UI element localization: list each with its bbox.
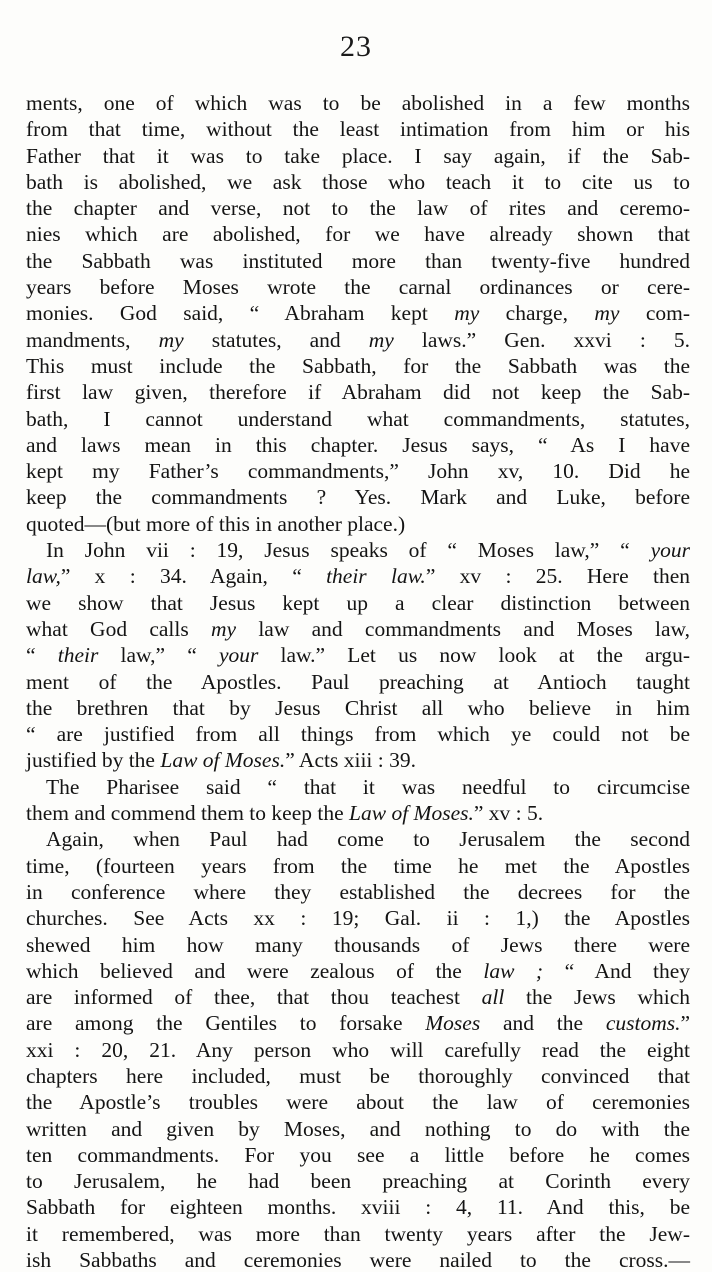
text-run: churches. See Acts xx : 19; Gal. ii : 1,) the Apostles bbox=[26, 906, 690, 931]
text-line bbox=[26, 90, 690, 116]
text-line bbox=[26, 721, 690, 747]
text-run: ” x : 34. Again, “ bbox=[60, 564, 327, 589]
text-line bbox=[26, 1168, 690, 1194]
text-run: it remembered, was more than twenty years after the Jew- bbox=[26, 1221, 690, 1246]
text-line bbox=[26, 143, 690, 169]
text-run: Again, when Paul had come to Jerusalem the second bbox=[46, 827, 690, 852]
text-run: laws.” Gen. xxvi : 5. bbox=[393, 327, 690, 352]
text-line bbox=[26, 800, 690, 826]
text-line bbox=[26, 853, 690, 879]
italic-text: my bbox=[210, 616, 237, 641]
text-run: them and commend them to keep the bbox=[26, 801, 350, 826]
italic-text: my bbox=[454, 301, 480, 326]
italic-text: your bbox=[650, 538, 690, 563]
text-run: This must include the Sabbath, for the Sabbath was the bbox=[26, 353, 690, 378]
text-run: quoted—(but more of this in another place.) bbox=[26, 511, 406, 536]
italic-text: law, bbox=[26, 564, 61, 589]
text-run: the chapter and verse, not to the law of rites and ceremo- bbox=[26, 196, 690, 221]
text-line bbox=[26, 432, 690, 458]
text-run: ” Acts xiii : 39. bbox=[285, 748, 416, 773]
text-line bbox=[26, 642, 690, 668]
text-line bbox=[26, 958, 690, 984]
text-run: written and given by Moses, and nothing to do with the bbox=[26, 1116, 690, 1141]
text-run: the Apostle’s troubles were about the law of ceremonies bbox=[26, 1090, 690, 1115]
text-run: we show that Jesus kept up a clear distinction between bbox=[26, 590, 690, 615]
text-line bbox=[26, 169, 690, 195]
text-run: ” xv : 25. Here then bbox=[425, 564, 690, 589]
italic-text: my bbox=[368, 327, 394, 352]
text-run: bath is abolished, we ask those who teach it to cite us to bbox=[26, 169, 690, 194]
text-run: in conference where they established the decrees for the bbox=[26, 879, 690, 904]
text-run: the brethren that by Jesus Christ all who believe in him bbox=[26, 695, 690, 720]
text-line bbox=[26, 537, 690, 563]
text-run: to Jerusalem, he had been preaching at Corinth every bbox=[26, 1169, 690, 1194]
text-run: Father that it was to take place. I say again, if the Sab- bbox=[26, 143, 690, 168]
text-run: The Pharisee said “ that it was needful to circumcise bbox=[46, 774, 690, 799]
text-line bbox=[26, 616, 690, 642]
text-run: In John vii : 19, Jesus speaks of “ Moses law,” “ bbox=[46, 538, 651, 563]
italic-text: Law of Moses. bbox=[349, 801, 474, 826]
text-run: what God calls bbox=[26, 616, 211, 641]
text-line bbox=[26, 695, 690, 721]
text-line bbox=[26, 1010, 690, 1036]
text-run: law.” Let us now look at the argu- bbox=[258, 643, 691, 668]
text-line bbox=[26, 984, 690, 1010]
text-run: ” xv : 5. bbox=[473, 801, 544, 826]
text-line bbox=[26, 1116, 690, 1142]
text-line bbox=[26, 1142, 690, 1168]
text-run: are among the Gentiles to forsake bbox=[26, 1011, 426, 1036]
text-line bbox=[26, 116, 690, 142]
text-run: “ bbox=[26, 643, 58, 668]
text-line bbox=[26, 1063, 690, 1089]
body-text bbox=[26, 90, 690, 1273]
text-run: from that time, without the least intimation from him or his bbox=[26, 117, 690, 142]
italic-text: your bbox=[218, 643, 259, 668]
text-run: are informed of thee, that thou teachest bbox=[26, 985, 482, 1010]
text-run: keep the commandments ? Yes. Mark and Luke, before bbox=[26, 485, 690, 510]
text-line bbox=[26, 406, 690, 432]
text-run: bath, I cannot understand what commandments, statutes, bbox=[26, 406, 690, 431]
text-run: the Sabbath was instituted more than twenty-five hundred bbox=[26, 248, 690, 273]
text-run: ments, one of which was to be abolished in a few months bbox=[26, 91, 690, 115]
text-run: Sabbath for eighteen months. xviii : 4, 11. And this, be bbox=[26, 1195, 690, 1220]
text-run: ment of the Apostles. Paul preaching at Antioch taught bbox=[26, 669, 690, 694]
text-line bbox=[26, 879, 690, 905]
text-run: and laws mean in this chapter. Jesus says, “ As I have bbox=[26, 432, 690, 457]
text-line bbox=[26, 590, 690, 616]
text-line bbox=[26, 458, 690, 484]
italic-text: Moses bbox=[425, 1011, 481, 1036]
text-run: the Jews which bbox=[504, 985, 690, 1010]
text-run: monies. God said, “ Abraham kept bbox=[26, 301, 455, 326]
text-run: xxi : 20, 21. Any person who will carefully read the eight bbox=[26, 1037, 690, 1062]
text-line bbox=[26, 221, 690, 247]
text-run: charge, bbox=[479, 301, 595, 326]
text-run: chapters here included, must be thoroughly convinced that bbox=[26, 1063, 690, 1088]
text-line bbox=[26, 274, 690, 300]
italic-text: customs. bbox=[605, 1011, 681, 1036]
text-line bbox=[26, 774, 690, 800]
text-line bbox=[26, 1221, 690, 1247]
text-run: ish Sabbaths and ceremonies were nailed to the cross.— bbox=[26, 1248, 690, 1273]
text-run: first law given, therefore if Abraham did not keep the Sab- bbox=[26, 380, 690, 405]
text-line bbox=[26, 327, 690, 353]
italic-text: all bbox=[481, 985, 505, 1010]
italic-text: their law. bbox=[326, 564, 426, 589]
text-run: statutes, and bbox=[183, 327, 369, 352]
text-line bbox=[26, 747, 690, 773]
text-line bbox=[26, 1247, 690, 1273]
text-line bbox=[26, 248, 690, 274]
text-line bbox=[26, 563, 690, 589]
italic-text: law ; bbox=[483, 958, 544, 983]
text-run: years before Moses wrote the carnal ordinances or cere- bbox=[26, 275, 690, 300]
text-run: mandments, bbox=[26, 327, 159, 352]
text-run: ” bbox=[680, 1011, 691, 1036]
text-run: “ And they bbox=[543, 958, 691, 983]
text-run: law,” “ bbox=[98, 643, 219, 668]
text-run: law and commandments and Moses law, bbox=[236, 616, 691, 641]
text-line bbox=[26, 1194, 690, 1220]
text-line bbox=[26, 1037, 690, 1063]
text-run: which believed and were zealous of the bbox=[26, 958, 484, 983]
text-line bbox=[26, 484, 690, 510]
text-line bbox=[26, 669, 690, 695]
page-number: 23 bbox=[340, 30, 372, 63]
text-run: and the bbox=[480, 1011, 606, 1036]
text-line bbox=[26, 195, 690, 221]
text-line bbox=[26, 511, 690, 537]
text-run: com- bbox=[619, 301, 691, 326]
text-line bbox=[26, 826, 690, 852]
italic-text: my bbox=[158, 327, 184, 352]
italic-text: their bbox=[57, 643, 99, 668]
text-line bbox=[26, 932, 690, 958]
text-run: shewed him how many thousands of Jews there were bbox=[26, 932, 690, 957]
text-line bbox=[26, 353, 690, 379]
text-run: nies which are abolished, for we have already shown that bbox=[26, 222, 690, 247]
italic-text: my bbox=[594, 301, 620, 326]
text-run: ten commandments. For you see a little before he comes bbox=[26, 1142, 690, 1167]
italic-text: Law of Moses. bbox=[160, 748, 286, 773]
text-line bbox=[26, 1089, 690, 1115]
text-run: justified by the bbox=[26, 748, 161, 773]
text-run: time, (fourteen years from the time he met the Apostles bbox=[26, 853, 690, 878]
text-run: kept my Father’s commandments,” John xv, 10. Did he bbox=[26, 459, 690, 484]
text-line bbox=[26, 905, 690, 931]
text-run: “ are justified from all things from which ye could not be bbox=[26, 722, 690, 747]
text-line bbox=[26, 379, 690, 405]
text-line bbox=[26, 300, 690, 326]
